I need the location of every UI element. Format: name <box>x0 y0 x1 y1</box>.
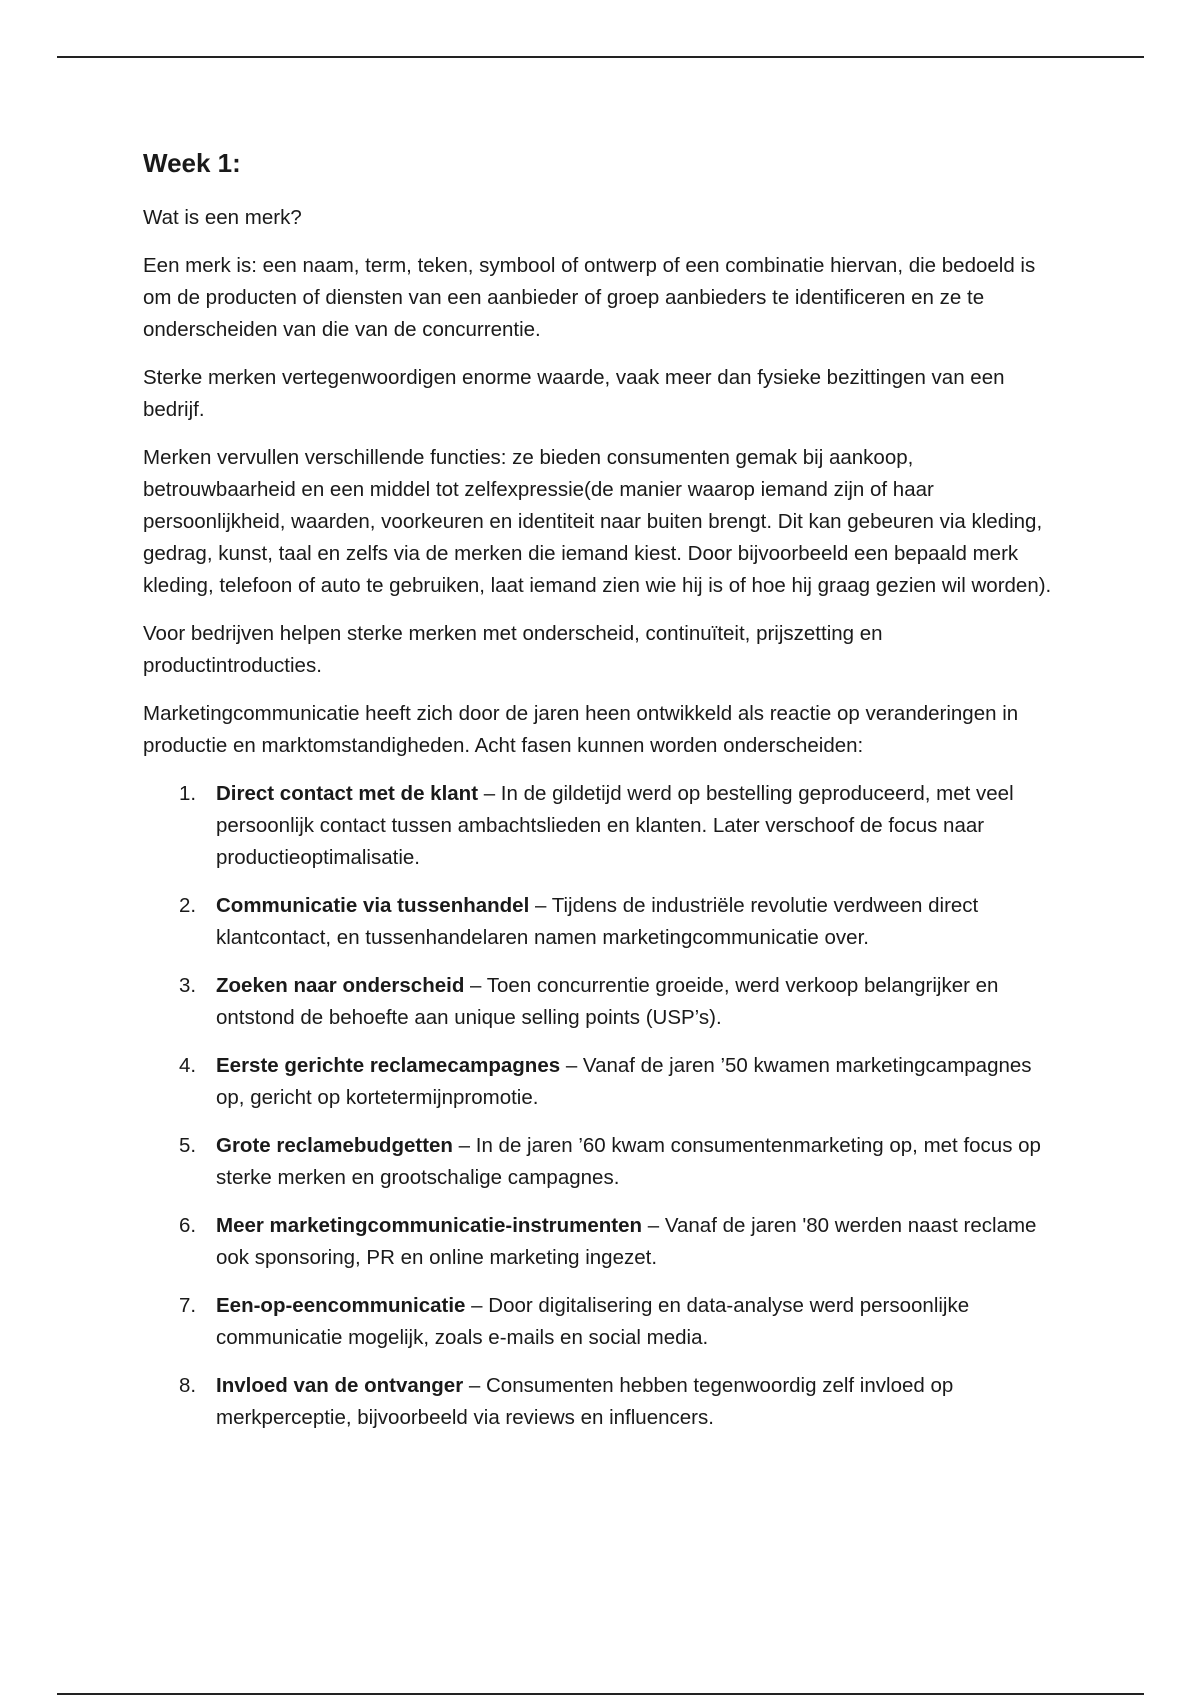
header-rule <box>57 56 1144 58</box>
paragraph-brand-functions: Merken vervullen verschillende functies: ze bieden consumenten gemak bij aankoop, betrouwbaarheid en een middel tot zelfexpressie(de manier waarop iemand zijn of haar persoonlijkheid, waarden, voorkeuren en identiteit naar buiten brengt. Dit kan gebeuren via kleding, gedrag, kunst, taal en zelfs via de merken die iemand kiest. Door bijvoorbeeld een bepaald merk kleding, telefoon of auto te gebruiken, laat iemand zien wie hij is of hoe hij graag gezien wil worden). <box>143 446 1052 597</box>
footer-rule <box>57 1693 1144 1695</box>
paragraph-phases-intro: Marketingcommunicatie heeft zich door de jaren heen ontwikkeld als reactie op veranderingen in productie en marktomstandigheden. Acht fasen kunnen worden onderscheiden: <box>143 702 1019 757</box>
list-number: 4. <box>179 1054 197 1077</box>
paragraph-question: Wat is een merk? <box>143 206 302 229</box>
list-item <box>143 1370 1058 1434</box>
phase-description: – Door digitalisering en data-analyse werd persoonlijke communicatie mogelijk, zoals e-mails en social media. <box>216 1294 970 1349</box>
list-item <box>143 1210 1058 1274</box>
phase-description: – Consumenten hebben tegenwoordig zelf invloed op merkperceptie, bijvoorbeeld via reviews en influencers. <box>216 1374 954 1429</box>
phase-term: Direct contact met de klant <box>216 782 479 805</box>
phase-description: – In de gildetijd werd op bestelling geproduceerd, met veel persoonlijk contact tussen ambachtslieden en klanten. Later verschoof de focus naar productieoptimalisatie. <box>216 782 1014 869</box>
document-body <box>143 146 1058 1450</box>
phase-description: – Vanaf de jaren ’50 kwamen marketingcampagnes op, gericht op kortetermijnpromotie. <box>216 1054 1032 1109</box>
list-number: 6. <box>179 1214 197 1237</box>
phase-term: Meer marketingcommunicatie-instrumenten <box>216 1214 643 1237</box>
list-number: 7. <box>179 1294 197 1317</box>
phase-term: Eerste gerichte reclamecampagnes <box>216 1054 561 1077</box>
phase-description: – In de jaren ’60 kwam consumentenmarketing op, met focus op sterke merken en grootschalige campagnes. <box>216 1134 1041 1189</box>
phase-term: Zoeken naar onderscheid <box>216 974 465 997</box>
list-item <box>143 1290 1058 1354</box>
paragraph-company-benefits: Voor bedrijven helpen sterke merken met onderscheid, continuïteit, prijszetting en productintroducties. <box>143 622 883 677</box>
phase-description: – Vanaf de jaren '80 werden naast reclame ook sponsoring, PR en online marketing ingezet. <box>216 1214 1037 1269</box>
list-number: 2. <box>179 894 197 917</box>
list-number: 8. <box>179 1374 197 1397</box>
list-item <box>143 1130 1058 1194</box>
phase-term: Invloed van de ontvanger <box>216 1374 464 1397</box>
phase-term: Een-op-eencommunicatie <box>216 1294 466 1317</box>
page-title: Week 1: <box>143 148 241 178</box>
paragraph-definition: Een merk is: een naam, term, teken, symbool of ontwerp of een combinatie hiervan, die bedoeld is om de producten of diensten van een aanbieder of groep aanbieders te identificeren en ze te onderscheiden van die van de concurrentie. <box>143 254 1036 341</box>
phase-description: – Toen concurrentie groeide, werd verkoop belangrijker en ontstond de behoefte aan unique selling points (USP’s). <box>216 974 999 1029</box>
phase-term: Grote reclamebudgetten <box>216 1134 453 1157</box>
list-number: 3. <box>179 974 197 997</box>
list-number: 1. <box>179 782 197 805</box>
list-number: 5. <box>179 1134 197 1157</box>
paragraph-brand-value: Sterke merken vertegenwoordigen enorme waarde, vaak meer dan fysieke bezittingen van een bedrijf. <box>143 366 1005 421</box>
list-item <box>143 1050 1058 1114</box>
phase-description: – Tijdens de industriële revolutie verdween direct klantcontact, en tussenhandelaren namen marketingcommunicatie over. <box>216 894 979 949</box>
list-item <box>143 778 1058 874</box>
phases-list <box>143 778 1058 1434</box>
list-item <box>143 890 1058 954</box>
phase-term: Communicatie via tussenhandel <box>216 894 530 917</box>
list-item <box>143 970 1058 1034</box>
